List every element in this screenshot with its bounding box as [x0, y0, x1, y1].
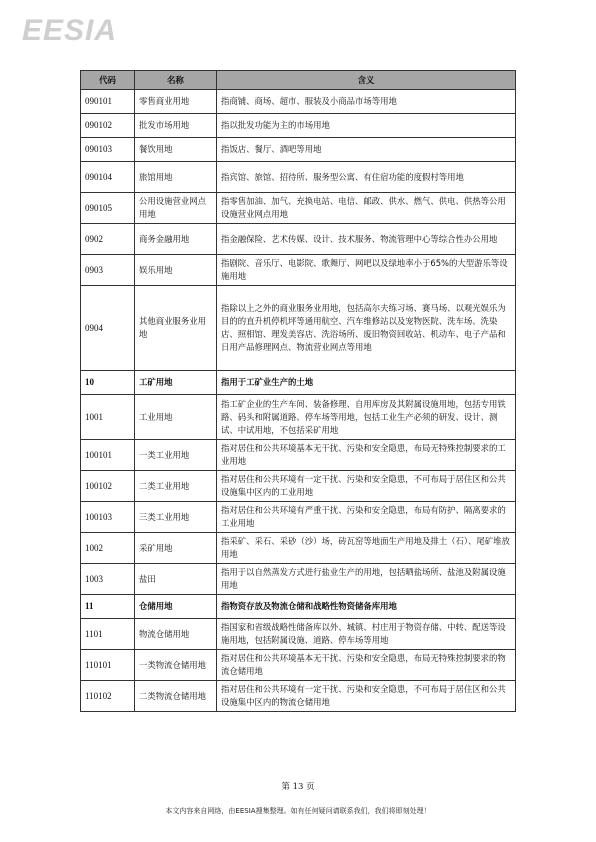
table-row — [81, 595, 516, 619]
row-meaning: 指以批发功能为主的市场用地 — [217, 114, 516, 138]
row-meaning: 指金融保险、艺术传媒、设计、技术服务、物流管理中心等综合性办公用地 — [217, 224, 516, 255]
table-row — [81, 114, 516, 138]
row-name: 一类物流仓储用地 — [135, 650, 217, 681]
row-code: 1002 — [81, 533, 135, 564]
row-meaning: 指物资存放及物流仓储和战略性物资储备库用地 — [217, 595, 516, 619]
table-row — [81, 224, 516, 255]
table-row — [81, 162, 516, 193]
header-name: 名称 — [135, 71, 217, 90]
table-row — [81, 395, 516, 440]
row-code: 1101 — [81, 619, 135, 650]
table-row — [81, 255, 516, 286]
row-code: 090105 — [81, 193, 135, 224]
row-meaning: 指工矿企业的生产车间、装备修理、自用库房及其附属设施用地，包括专用铁路、码头和附属道路、停车场等用地，包括工业生产必须的研发、设计、测试、中试用地，不包括采矿用地 — [217, 395, 516, 440]
row-code: 11 — [81, 595, 135, 619]
table-row — [81, 502, 516, 533]
page-number: 第 13 页 — [281, 782, 315, 792]
land-use-table — [80, 70, 516, 712]
row-meaning: 指对居住和公共环境有一定干扰、污染和安全隐患，不可布局于居住区和公共设施集中区内的物流仓储用地 — [217, 681, 516, 712]
row-name: 零售商业用地 — [135, 90, 217, 114]
table-row — [81, 440, 516, 471]
row-meaning: 指饭店、餐厅、酒吧等用地 — [217, 138, 516, 162]
table-row — [81, 371, 516, 395]
eesia-logo: EESIA — [22, 14, 118, 47]
row-code: 1001 — [81, 395, 135, 440]
row-code: 10 — [81, 371, 135, 395]
table-row — [81, 471, 516, 502]
table-row — [81, 681, 516, 712]
row-name: 其他商业服务业用地 — [135, 286, 217, 371]
row-name: 物流仓储用地 — [135, 619, 217, 650]
row-code: 110101 — [81, 650, 135, 681]
row-name: 公用设施营业网点用地 — [135, 193, 217, 224]
table-row — [81, 193, 516, 224]
row-meaning: 指国家和省级战略性储备库以外、城镇、村庄用于物资存储、中转、配送等设施用地，包括附属设施、道路、停车场等用地 — [217, 619, 516, 650]
row-code: 1003 — [81, 564, 135, 595]
table-row — [81, 533, 516, 564]
row-code: 100102 — [81, 471, 135, 502]
row-name: 餐饮用地 — [135, 138, 217, 162]
row-code: 0904 — [81, 286, 135, 371]
table-row — [81, 650, 516, 681]
row-meaning: 指用于以自然蒸发方式进行盐业生产的用地，包括晒盐场所、盐池及附属设施用地 — [217, 564, 516, 595]
table-row — [81, 619, 516, 650]
row-meaning: 指采矿、采石、采砂（沙）场，砖瓦窑等地面生产用地及排土（石）、尾矿堆放用地 — [217, 533, 516, 564]
row-meaning: 指宾馆、旅馆、招待所、服务型公寓、有住宿功能的度假村等用地 — [217, 162, 516, 193]
row-code: 110102 — [81, 681, 135, 712]
row-meaning: 指商铺、商场、超市、服装及小商品市场等用地 — [217, 90, 516, 114]
table-header-row — [81, 71, 516, 90]
row-meaning: 指对居住和公共环境基本无干扰、污染和安全隐患，布局无特殊控制要求的工业用地 — [217, 440, 516, 471]
row-meaning: 指对居住和公共环境有严重干扰、污染和安全隐患，布局有防护、隔离要求的工业用地 — [217, 502, 516, 533]
row-name: 商务金融用地 — [135, 224, 217, 255]
row-name: 二类工业用地 — [135, 471, 217, 502]
row-code: 090104 — [81, 162, 135, 193]
table-row — [81, 564, 516, 595]
row-code: 090101 — [81, 90, 135, 114]
row-meaning: 指剧院、音乐厅、电影院、歌舞厅、网吧以及绿地率小于65%的大型游乐等设施用地 — [217, 255, 516, 286]
footer-note: 本文内容来自网络，由EESIA搜集整理。如有任何疑问请联系我们，我们将即刻处理！ — [165, 807, 431, 815]
table-row — [81, 286, 516, 371]
header-code: 代码 — [81, 71, 135, 90]
row-meaning: 指除以上之外的商业服务业用地，包括高尔夫练习场、赛马场、以观光娱乐为目的的直升机停机坪等通用航空、汽车维修站以及宠物医院、洗车场、洗染店、照相馆、理发美容店、洗浴场所、废旧物资回收站、机动车、电子产品和日用产品修理网点、物流营业网点等用地 — [217, 286, 516, 371]
row-name: 二类物流仓储用地 — [135, 681, 217, 712]
row-name: 一类工业用地 — [135, 440, 217, 471]
row-name: 工业用地 — [135, 395, 217, 440]
row-name: 娱乐用地 — [135, 255, 217, 286]
row-code: 100103 — [81, 502, 135, 533]
row-name: 工矿用地 — [135, 371, 217, 395]
row-code: 0903 — [81, 255, 135, 286]
row-code: 100101 — [81, 440, 135, 471]
row-meaning: 指零售加油、加气、充换电站、电信、邮政、供水、燃气、供电、供热等公用设施营业网点用地 — [217, 193, 516, 224]
table-row — [81, 138, 516, 162]
row-name: 采矿用地 — [135, 533, 217, 564]
row-code: 090102 — [81, 114, 135, 138]
row-name: 仓储用地 — [135, 595, 217, 619]
row-name: 旅馆用地 — [135, 162, 217, 193]
table-row — [81, 90, 516, 114]
row-name: 批发市场用地 — [135, 114, 217, 138]
row-meaning: 指对居住和公共环境基本无干扰、污染和安全隐患，布局无特殊控制要求的物流仓储用地 — [217, 650, 516, 681]
row-name: 盐田 — [135, 564, 217, 595]
row-code: 0902 — [81, 224, 135, 255]
row-meaning: 指用于工矿业生产的土地 — [217, 371, 516, 395]
row-name: 三类工业用地 — [135, 502, 217, 533]
header-meaning: 含义 — [217, 71, 516, 90]
row-code: 090103 — [81, 138, 135, 162]
row-meaning: 指对居住和公共环境有一定干扰、污染和安全隐患，不可布局于居住区和公共设施集中区内的工业用地 — [217, 471, 516, 502]
